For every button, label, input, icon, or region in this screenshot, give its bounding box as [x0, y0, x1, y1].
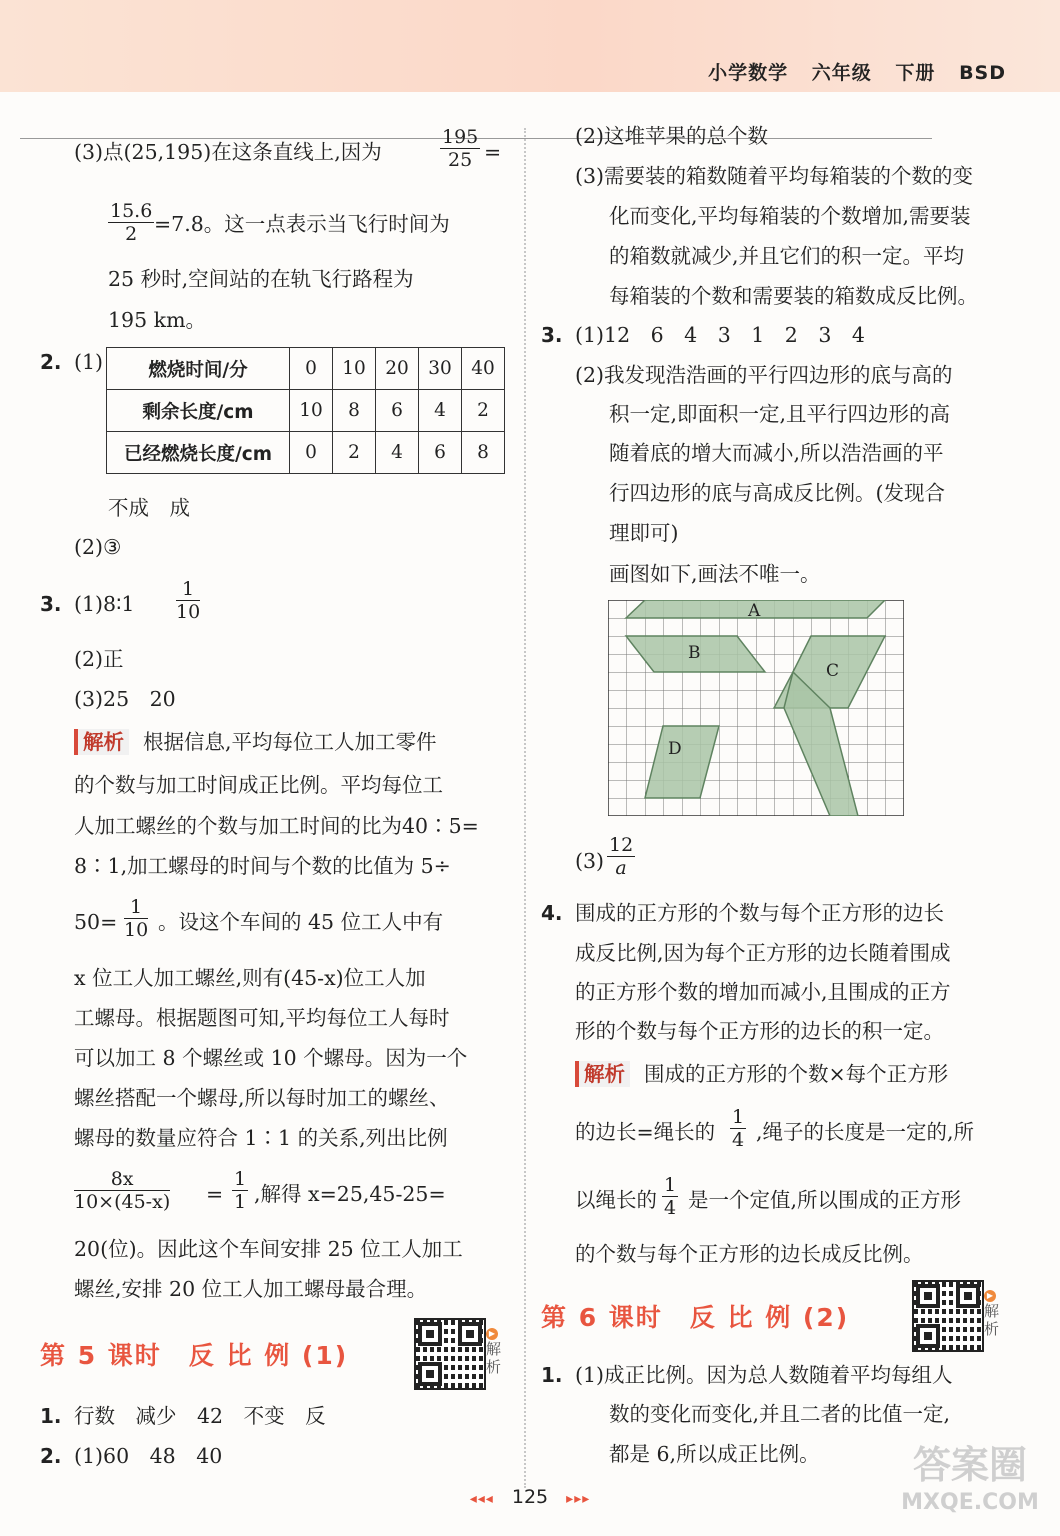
denominator: 25 — [448, 149, 473, 171]
r-q3-2d: 行四边形的底与高成反比例。(发现合 — [609, 481, 945, 505]
q3-sub2: (2)正 — [74, 647, 124, 671]
explanation-line2: 的个数与加工时间成正比例。平均每位工 — [74, 773, 443, 797]
explanation-line1 — [74, 728, 437, 756]
q2-sub2: (2)③ — [74, 535, 122, 559]
equals: = — [206, 1182, 224, 1206]
r-q4d: 形的个数与每个正方形的边长的积一定。 — [575, 1019, 944, 1043]
qr-label[interactable] — [984, 1284, 1000, 1338]
label-b: B — [688, 643, 701, 663]
explanation-line13: 螺丝,安排 20 位工人加工螺母最合理。 — [74, 1277, 428, 1301]
numerator: 8x — [74, 1168, 170, 1191]
edition: BSD — [959, 62, 1006, 84]
table-cell: 8 — [333, 390, 376, 432]
r-q2-3b: 化而变化,平均每箱装的个数增加,需要装 — [609, 204, 971, 228]
play-icon: ▶ — [486, 1328, 498, 1340]
table-cell: 2 — [333, 432, 376, 474]
r-q2-3d: 每箱装的个数和需要装的箱数成反比例。 — [609, 284, 978, 308]
explanation-line5b: 。设这个车间的 45 位工人中有 — [158, 910, 444, 934]
qr-code-icon[interactable] — [414, 1318, 486, 1390]
explanation-line10: 螺母的数量应符合 1∶1 的关系,列出比例 — [74, 1126, 448, 1150]
section-title-6: 第 6 课时 反 比 例 (2) — [541, 1303, 850, 1332]
denominator: 1 — [234, 1191, 247, 1213]
s5-q1-answer: 行数 减少 42 不变 反 — [74, 1404, 326, 1428]
explanation-line7: 工螺母。根据题图可知,平均每位工人每时 — [74, 1006, 450, 1030]
fraction-1-10 — [176, 578, 200, 623]
r-explanation-line3a: 以绳长的 — [575, 1188, 657, 1212]
denominator: a — [615, 857, 627, 879]
q2-answer1: 不成 成 — [108, 496, 190, 520]
qr-code-icon[interactable] — [912, 1280, 984, 1352]
r-explanation-line3b: 是一个定值,所以围成的正方形 — [688, 1188, 962, 1212]
q1-3-line3: 25 秒时,空间站的在轨飞行路程为 — [108, 267, 414, 291]
table-cell: 已经燃烧长度/cm — [107, 432, 290, 474]
r-q4b: 成反比例,因为每个正方形的边长随着围成 — [575, 941, 951, 965]
r-explanation-line1 — [575, 1060, 948, 1088]
s6-q1b: 数的变化而变化,并且二者的比值一定, — [609, 1402, 951, 1426]
s5-q1-number: 1. — [40, 1404, 62, 1428]
r-explanation-line4: 的个数与每个正方形的边长成反比例。 — [575, 1242, 924, 1266]
table-cell: 20 — [376, 348, 419, 390]
explanation-line11: ,解得 x=25,45-25= — [254, 1182, 446, 1206]
table-cell: 剩余长度/cm — [107, 390, 290, 432]
table-cell: 0 — [290, 348, 333, 390]
table-cell: 4 — [376, 432, 419, 474]
s5-q2-number: 2. — [40, 1444, 62, 1468]
label-d: D — [668, 739, 682, 759]
q3-sub1: (1)8∶1 — [74, 592, 135, 616]
fraction-12-a — [607, 834, 635, 879]
label-c: C — [826, 661, 840, 681]
numerator: 15.6 — [110, 200, 153, 222]
page-header — [0, 0, 1060, 92]
q2-sub1: (1) — [74, 350, 104, 374]
r-q3-2e: 理即可) — [609, 521, 679, 545]
r-q3-2b: 积一定,即面积一定,且平行四边形的高 — [609, 402, 951, 426]
table-cell: 4 — [419, 390, 462, 432]
numerator: 1 — [176, 578, 200, 601]
r-q3-2a: (2)我发现浩浩画的平行四边形的底与高的 — [575, 363, 953, 387]
explanation-line9: 螺丝搭配一个螺母,所以每时加工的螺丝、 — [74, 1086, 450, 1110]
explanation-line8: 可以加工 8 个螺丝或 10 个螺母。因为一个 — [74, 1046, 468, 1070]
s6-q1-number: 1. — [541, 1363, 563, 1387]
burning-table — [106, 347, 505, 474]
explanation-line4: 8∶1,加工螺母的时间与个数的比值为 5÷ — [74, 854, 451, 878]
book-info — [708, 58, 1006, 85]
r-q3-2f: 画图如下,画法不唯一。 — [609, 562, 821, 586]
table-row — [107, 348, 505, 390]
q1-3-line4: 195 km。 — [108, 308, 207, 332]
explanation-line5a: 50= — [74, 910, 118, 934]
fraction-1-4 — [730, 1106, 746, 1151]
play-icon: ▶ — [984, 1290, 996, 1302]
section-title-5: 第 5 课时 反 比 例 (1) — [40, 1341, 349, 1370]
r-q2-2: (2)这堆苹果的总个数 — [575, 124, 769, 148]
next-page-icon[interactable]: ▸▸▸ — [566, 1491, 591, 1507]
r-q2-3c: 的箱数就减少,并且它们的积一定。平均 — [609, 244, 965, 268]
table-cell: 8 — [462, 432, 505, 474]
fraction-1-4b — [662, 1174, 678, 1219]
q1-3-line2: =7.8。这一点表示当飞行时间为 — [154, 212, 450, 236]
fraction-15-6-2 — [108, 200, 154, 245]
table-cell: 0 — [290, 432, 333, 474]
page-number: 125 — [511, 1486, 549, 1508]
volume: 下册 — [895, 62, 936, 84]
column-divider — [524, 128, 526, 1488]
denominator: 10 — [176, 601, 201, 623]
grade: 六年级 — [811, 62, 872, 84]
numerator: 12 — [609, 834, 634, 856]
r-q4c: 的正方形个数的增加而减小,且围成的正方 — [575, 980, 951, 1004]
explanation-line6: x 位工人加工螺丝,则有(45-x)位工人加 — [74, 966, 426, 990]
numerator: 1 — [124, 896, 148, 919]
fraction-1-10b — [124, 896, 148, 941]
denominator: 2 — [125, 223, 138, 245]
explanation-line3: 人加工螺丝的个数与加工时间的比为40∶5= — [74, 814, 479, 838]
denominator: 10 — [124, 919, 149, 941]
watermark — [900, 1440, 1040, 1528]
r-q2-3a: (3)需要装的箱数随着平均每箱装的个数的变 — [575, 164, 974, 188]
jiexi-tag: 解析 — [575, 1061, 630, 1087]
denominator: 4 — [732, 1129, 745, 1151]
prev-page-icon[interactable]: ◂◂◂ — [469, 1491, 494, 1507]
fraction-1-1 — [232, 1168, 248, 1213]
watermark-title: 答案圈 — [912, 1443, 1027, 1487]
q3-sub3: (3)25 20 — [74, 687, 176, 711]
qr-label[interactable] — [486, 1322, 502, 1376]
q3-number: 3. — [40, 592, 62, 616]
s6-q1c: 都是 6,所以成正比例。 — [609, 1442, 820, 1466]
explanation-text: 根据信息,平均每位工人加工零件 — [143, 730, 437, 754]
table-cell: 2 — [462, 390, 505, 432]
q2-number: 2. — [40, 350, 62, 374]
r-explanation-line2a: 的边长=绳长的 — [575, 1120, 716, 1144]
numerator: 195 — [442, 126, 479, 148]
jiexi-tag: 解析 — [74, 729, 129, 755]
qr-label-text: 解析 — [486, 1340, 502, 1376]
s5-q2-answer: (1)60 48 40 — [74, 1444, 223, 1468]
explanation-text: 围成的正方形的个数×每个正方形 — [644, 1062, 949, 1086]
r-q4-number: 4. — [541, 901, 563, 925]
fraction-8x — [74, 1168, 170, 1213]
table-cell: 10 — [333, 348, 376, 390]
table-cell: 40 — [462, 348, 505, 390]
subject: 小学数学 — [708, 62, 789, 84]
r-q3-2c: 随着底的增大而减小,所以浩浩画的平 — [609, 441, 944, 465]
denominator: 10×(45-x) — [74, 1191, 171, 1213]
q1-3-line1: (3)点(25,195)在这条直线上,因为 — [74, 140, 382, 164]
qr-label-text: 解析 — [984, 1302, 1000, 1338]
r-q3-3: (3) — [575, 849, 605, 873]
numerator: 1 — [732, 1106, 745, 1128]
table-cell: 6 — [376, 390, 419, 432]
r-q3-1: (1)12 6 4 3 1 2 3 4 — [575, 323, 865, 347]
r-q4a: 围成的正方形的个数与每个正方形的边长 — [575, 901, 944, 925]
denominator: 4 — [664, 1197, 677, 1219]
table-cell: 6 — [419, 432, 462, 474]
r-explanation-line2b: ,绳子的长度是一定的,所 — [756, 1120, 975, 1144]
numerator: 1 — [234, 1168, 247, 1190]
watermark-url: MXQE.COM — [901, 1490, 1039, 1515]
table-row — [107, 432, 505, 474]
s6-q1a: (1)成正比例。因为总人数随着平均每组人 — [575, 1363, 953, 1387]
table-row — [107, 390, 505, 432]
label-a: A — [748, 601, 761, 621]
numerator: 1 — [664, 1174, 677, 1196]
table-cell: 10 — [290, 390, 333, 432]
r-q3-number: 3. — [541, 323, 563, 347]
table-cell: 30 — [419, 348, 462, 390]
equals: = — [484, 140, 502, 164]
parallelogram-grid-diagram — [608, 600, 904, 816]
fraction-195-25 — [440, 126, 480, 171]
table-cell: 燃烧时间/分 — [107, 348, 290, 390]
explanation-line12: 20(位)。因此这个车间安排 25 位工人加工 — [74, 1237, 463, 1261]
